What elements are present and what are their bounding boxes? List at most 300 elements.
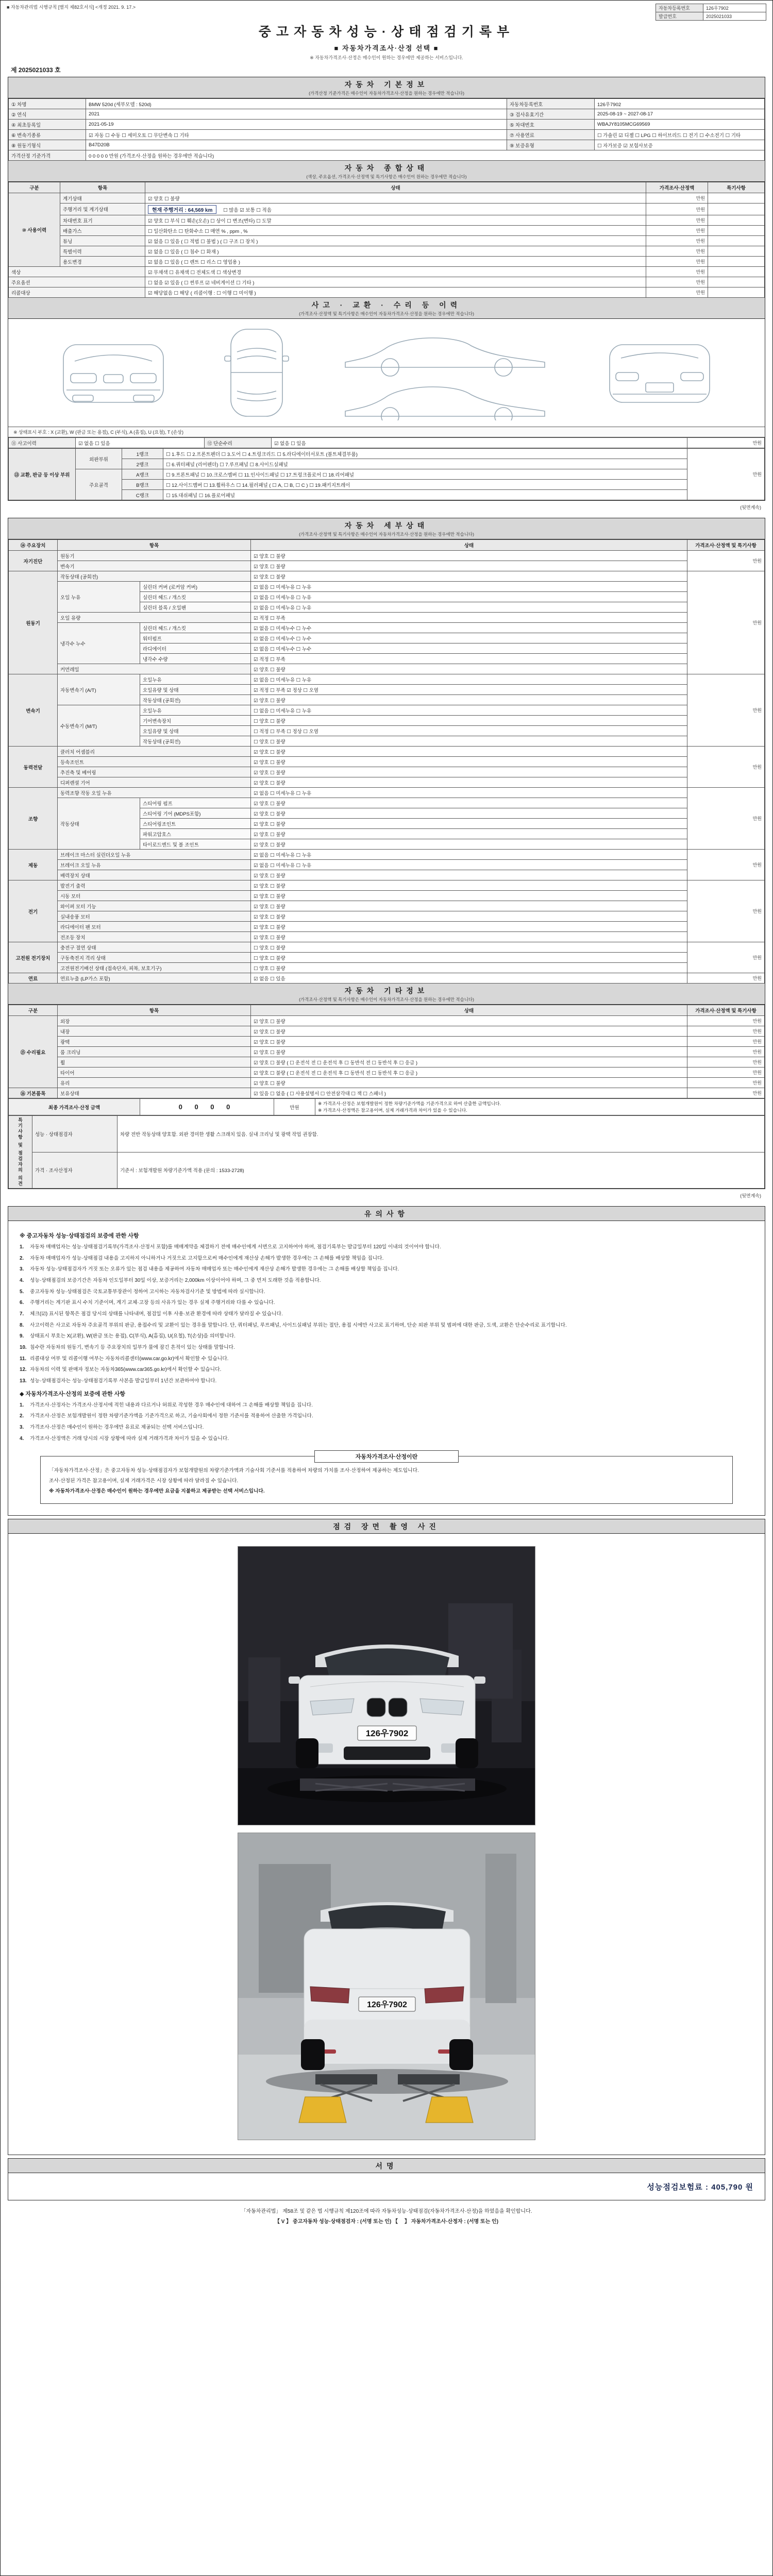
table-cell: ☑ 양호 ☐ 부식 ☐ 훼손(오손) ☐ 상이 ☐ 변조(변타) ☐ 도말 xyxy=(145,215,646,226)
table-cell: 타이로드엔드 및 볼 조인트 xyxy=(140,839,251,850)
table-cell: B랭크 xyxy=(122,480,163,490)
overall-row xyxy=(9,277,765,287)
table-cell: 만원 xyxy=(687,747,765,788)
overall-condition-table xyxy=(8,182,765,298)
notice-item-number: 4. xyxy=(20,1277,24,1283)
table-cell: ☐ 적정 ☐ 부족 ☐ 정상 ☐ 오염 xyxy=(251,726,687,736)
table-cell: ☑ 양호 ☐ 불량 xyxy=(251,747,687,757)
car-diagram-front xyxy=(49,325,178,420)
accident-section-bar xyxy=(8,298,765,319)
table-cell: ☑ 양호 ☐ 불량 xyxy=(251,664,687,674)
transmission-options: ☑ 자동 ☐ 수동 ☐ 세미오토 ☐ 무단변속 ☐ 기타 xyxy=(86,130,507,140)
table-cell: 2랭크 xyxy=(122,459,163,469)
field-label: ③ 검사유효기간 xyxy=(507,109,595,120)
inspection-photo-rear xyxy=(238,1833,535,2140)
notice-item-text: 침수란 자동차의 원동기, 변속기 등 주요장치의 일부가 물에 잠긴 흔적이 있는 상태를 말합니다. xyxy=(30,1344,235,1350)
notice-item-number: 12. xyxy=(20,1367,27,1373)
table-cell: 제동 xyxy=(9,850,58,880)
detail-row xyxy=(9,623,765,633)
table-cell xyxy=(708,267,765,277)
table-cell: 만원 xyxy=(687,942,765,973)
etc-section-bar xyxy=(8,984,765,1005)
etc-row xyxy=(9,1037,765,1047)
detail-row xyxy=(9,747,765,757)
table-cell: ☐ 양호 ☐ 불량 xyxy=(251,942,687,953)
table-cell: ☑ 없음 ☐ 미세누유 ☐ 누유 xyxy=(251,674,687,685)
table-cell: 스티어링 기어 (MDPS포함) xyxy=(140,808,251,819)
table-cell: ☐ 양호 ☐ 불량 xyxy=(251,736,687,747)
accident-history-options: ☑ 없음 ☐ 있음 xyxy=(76,438,205,448)
table-cell: 만원 xyxy=(646,193,708,204)
notice-item-text: 가격조사·산정액은 거래 당시의 시장 상황에 따라 실제 거래가격과 차이가 있을 수 있습니다. xyxy=(30,1435,229,1442)
table-cell: 자기진단 xyxy=(9,551,58,571)
basic-section-bar xyxy=(8,77,765,98)
table-cell xyxy=(708,277,765,287)
col-header: 구분 xyxy=(9,1005,58,1016)
table-cell: ⑮ 수리필요 xyxy=(9,1016,58,1088)
fee-value: 405,790 원 xyxy=(711,2182,753,2192)
car-diagram-top xyxy=(215,325,298,420)
model-year: 2021 xyxy=(86,109,507,120)
price-cell: 만원 xyxy=(687,438,765,448)
table-cell: 실린더 커버 (로커암 커버) xyxy=(140,582,251,592)
detail-section-note: (가격조사·산정액 및 특기사항은 매수인이 자동차가격조사·산정을 원하는 경우에만 적습니다) xyxy=(299,532,474,537)
panel-rank-row xyxy=(9,480,765,490)
table-cell: C랭크 xyxy=(122,490,163,500)
opinion-row-label: 성능 · 상태점검자 xyxy=(32,1116,117,1152)
engine-type: B47D20B xyxy=(86,140,507,150)
pricing-definition-title: 자동차가격조사·산정이란 xyxy=(314,1450,459,1463)
notice-list-pricing xyxy=(20,1401,753,1443)
inspection-insurance-fee xyxy=(647,2181,753,2192)
table-cell: ☑ 양호 ☐ 불량 xyxy=(251,911,687,922)
table-cell: 브레이크 오일 누유 xyxy=(58,860,251,870)
notice-item xyxy=(20,1332,753,1341)
regbox-label: 자동차등록번호 xyxy=(656,4,703,12)
section-detail xyxy=(8,518,765,1189)
notice-list-performance xyxy=(20,1243,753,1385)
table-cell: 광택 xyxy=(58,1037,251,1047)
table-cell: 만원 xyxy=(646,246,708,257)
table-cell: 타이어 xyxy=(58,1067,251,1078)
table-cell: ☑ 없음 ☐ 미세누유 ☐ 누유 xyxy=(251,850,687,860)
table-cell: 변속기 xyxy=(58,561,251,571)
notice-item-text: 자동차 매매업자는 성능·상태점검기록부(가격조사·산정서 포함)를 매매계약을 체결하기 전에 매수인에게 서면으로 고지하여야 하며, 점검기록부는 발급일부터 120일 이내의 것이어야 합니다. xyxy=(30,1244,441,1250)
table-cell: 동력조향 작동 오일 누유 xyxy=(58,788,251,798)
page-title: 중고자동차성능·상태점검기록부 xyxy=(258,25,515,39)
detail-row xyxy=(9,757,765,767)
table-cell: ☑ 없음 ☐ 미세누수 ☐ 누수 xyxy=(251,623,687,633)
detail-row xyxy=(9,942,765,953)
table-cell: 만원 xyxy=(687,551,765,571)
notice-section-bar xyxy=(8,1207,765,1221)
detail-condition-table xyxy=(8,539,765,984)
table-cell: ☑ 양호 ☐ 불량 xyxy=(251,839,687,850)
table-cell: 만원 xyxy=(687,571,765,674)
field-label: 가격산정 기준가격 xyxy=(9,150,86,161)
table-cell: 계기상태 xyxy=(60,193,145,204)
continue-marker: (뒷면계속) xyxy=(740,1193,761,1198)
table-cell: 클러치 어셈블리 xyxy=(58,747,251,757)
notice-item-number: 7. xyxy=(20,1311,24,1317)
pricing-definition-line-strong: ※ 자동차가격조사·산정은 매수인이 원하는 경우에만 요금을 지불하고 제공받는 선택 서비스입니다. xyxy=(49,1488,265,1494)
panel-rank-row xyxy=(9,459,765,469)
overall-row xyxy=(9,257,765,267)
final-price-note2: ※ 가격조사·산정액은 참고용이며, 실제 거래가격과 차이가 있을 수 있습니다. xyxy=(318,1107,467,1113)
notice-item-text: 가격조사·산정은 보험개발원이 정한 차량기준가액을 기준가격으로 하고, 기술사회에서 정한 기준서를 적용하여 산출한 가격입니다. xyxy=(30,1413,313,1419)
table-cell: 추진축 및 베어링 xyxy=(58,767,251,777)
vehicle-name: BMW 520d (세부모델 : 520d) xyxy=(86,99,507,109)
table-cell: ☑ 양호 ☐ 불량 xyxy=(251,932,687,942)
table-cell: 냉각수 수량 xyxy=(140,654,251,664)
etc-row xyxy=(9,1078,765,1088)
table-cell: ☑ 양호 ☐ 불량 xyxy=(251,1016,687,1026)
notice-item xyxy=(20,1265,753,1274)
simple-repair-label: ⑫ 단순수리 xyxy=(205,438,272,448)
notice-body xyxy=(8,1221,765,1515)
table-cell: 고전원전기배선 상태 (접속단자, 피복, 보호기구) xyxy=(58,963,251,973)
panel-rank-row xyxy=(9,490,765,500)
section-main-front xyxy=(8,77,765,501)
table-cell: 특별이력 xyxy=(60,246,145,257)
table-cell: 실린더 헤드 / 개스킷 xyxy=(140,592,251,602)
detail-section-bar xyxy=(8,518,765,539)
table-cell: ☑ 없음 ☐ 있음 ( ☐ 렌트 ☐ 리스 ☐ 영업용 ) xyxy=(145,257,646,267)
col-header: 항목 xyxy=(58,540,251,551)
signature-section-bar xyxy=(8,2159,765,2173)
table-cell: 변속기 xyxy=(9,674,58,747)
page-subtitle: ■ 자동차가격조사·산정 선택 ■ xyxy=(334,44,439,52)
col-header: 상태 xyxy=(251,1005,687,1016)
table-cell: 만원 xyxy=(687,674,765,747)
detail-row xyxy=(9,705,765,716)
notice-item-text: 주행거리는 계기판 표시 수치 기준이며, 계기 교체·고장 등의 사유가 있는 경우 실제 주행거리와 다를 수 있습니다. xyxy=(30,1300,275,1306)
table-cell: ☑ 없음 ☐ 있음 ( ☐ 침수 ☐ 화재 ) xyxy=(145,246,646,257)
final-price-note1: ※ 가격조사·산정은 보험개발원이 정한 차량기준가액을 기준가격으로 하여 산출한 금액입니다. xyxy=(318,1100,501,1106)
table-cell: 유리 xyxy=(58,1078,251,1088)
overall-section-bar xyxy=(8,161,765,182)
table-cell: 작동상태 (공회전) xyxy=(140,736,251,747)
overall-row xyxy=(9,215,765,226)
table-cell: 튜닝 xyxy=(60,236,145,246)
overall-row xyxy=(9,204,765,215)
notice-item-text: 체크(☑) 표시된 항목은 점검 당시의 상태를 나타내며, 점검일 이후 사용·보관 환경에 따라 상태가 달라질 수 있습니다. xyxy=(30,1311,283,1317)
table-cell: ⑬ 교환, 판금 등 이상 부위 xyxy=(9,449,76,500)
final-price-value: 0 0 0 0 xyxy=(140,1099,274,1115)
table-cell: 만원 xyxy=(687,850,765,880)
detail-row xyxy=(9,880,765,891)
table-cell: ☑ 없음 ☐ 미세누유 ☐ 누유 xyxy=(251,602,687,613)
notice-item xyxy=(20,1277,753,1285)
detail-row xyxy=(9,571,765,582)
table-cell: ☑ 양호 ☐ 불량 xyxy=(251,571,687,582)
table-cell: 전조등 장치 xyxy=(58,932,251,942)
table-cell: ☑ 없음 ☐ 미세누유 ☐ 누유 xyxy=(251,788,687,798)
field-label: ② 연식 xyxy=(9,109,86,120)
table-cell: 기어변속장치 xyxy=(140,716,251,726)
table-cell: ☑ 양호 ☐ 불량 xyxy=(145,193,646,204)
notice-section-title: 유의사항 xyxy=(364,1209,409,1218)
col-header: ⑭ 주요장치 xyxy=(9,540,58,551)
section-signature xyxy=(8,2158,765,2200)
table-cell: ☑ 양호 ☐ 불량 ( ☐ 운전석 전 ☐ 운전석 후 ☐ 동반석 전 ☐ 동반석 후 ☐ 응급 ) xyxy=(251,1067,687,1078)
detail-row xyxy=(9,582,765,592)
table-cell: 만원 xyxy=(687,1047,765,1057)
table-cell: ⑩ 사용이력 xyxy=(9,193,60,267)
table-cell: 만원 xyxy=(646,257,708,267)
fee-label: 성능점검보험료 : xyxy=(647,2182,709,2192)
detail-row xyxy=(9,901,765,911)
table-cell xyxy=(708,287,765,298)
etc-info-table xyxy=(8,1005,765,1098)
accident-history-table xyxy=(8,437,765,448)
continue-marker: (뒷면계속) xyxy=(740,505,761,510)
table-cell: 전기 xyxy=(9,880,58,942)
detail-row xyxy=(9,870,765,880)
table-cell: 작동상태 xyxy=(58,798,140,850)
notice-item-number: 1. xyxy=(20,1402,24,1408)
table-cell: 디퍼렌셜 기어 xyxy=(58,777,251,788)
notice-item xyxy=(20,1423,753,1432)
table-cell: 만원 xyxy=(646,215,708,226)
detail-row xyxy=(9,777,765,788)
etc-row xyxy=(9,1088,765,1098)
table-cell: 동력전달 xyxy=(9,747,58,788)
table-cell: 현재 주행거리 : 64,569 km ☐ 많음 ☑ 보통 ☐ 적음 xyxy=(145,204,646,215)
col-header: 가격조사·산정액 및 특기사항 xyxy=(687,1005,765,1016)
table-cell: 만원 xyxy=(646,204,708,215)
damage-code-legend: ※ 상태표시 부호 : X (교환), W (판금 또는 용접), C (부식), A (흠집), U (요철), T (손상) xyxy=(8,427,765,437)
etc-section-title: 자동차 기타정보 xyxy=(344,987,429,995)
table-cell: 만원 xyxy=(646,277,708,287)
table-cell: 라디에이터 팬 모터 xyxy=(58,922,251,932)
table-cell: 만원 xyxy=(687,973,765,984)
notice-item-number: 3. xyxy=(20,1266,24,1273)
detail-row xyxy=(9,932,765,942)
field-label: ⑨ 보증유형 xyxy=(507,140,595,150)
table-cell: 원동기 xyxy=(58,551,251,561)
table-cell: 실내송풍 모터 xyxy=(58,911,251,922)
notice-item-text: 자동차 성능·상태점검자가 거짓 또는 오류가 있는 점검 내용을 제공하여 자동차 매매업자 또는 매수인에게 재산상 손해가 발생한 경우에는 그 손해를 배상할 책임을 집니다. xyxy=(30,1266,399,1273)
table-cell: 조향 xyxy=(9,788,58,850)
table-cell: ☑ 양호 ☐ 불량 xyxy=(251,829,687,839)
table-cell: 라디에이터 xyxy=(140,643,251,654)
table-cell: 만원 xyxy=(687,788,765,850)
inspection-photo-front xyxy=(238,1546,535,1825)
etc-row xyxy=(9,1067,765,1078)
table-cell: 고전원 전기장치 xyxy=(9,942,58,973)
appraiser-opinion-text: 기준서 : 보험개발원 차량기준가액 적용 (문의 : 1533-2728) xyxy=(117,1152,765,1188)
regbox-label: 발급번호 xyxy=(656,12,703,21)
overall-section-note: (색상, 주요옵션, 가격조사·산정액 및 특기사항은 매수인이 원하는 경우에만 적습니다) xyxy=(306,174,467,179)
table-cell: 오일유량 및 상태 xyxy=(140,726,251,736)
table-cell: 작동상태 (공회전) xyxy=(140,695,251,705)
overall-section-title: 자동차 종합상태 xyxy=(344,164,429,172)
detail-row xyxy=(9,664,765,674)
field-label: ⑦ 사용연료 xyxy=(507,130,595,140)
signature-section-title: 서명 xyxy=(375,2162,398,2171)
table-cell: 냉각수 누수 xyxy=(58,623,140,664)
table-cell: ☑ 양호 ☐ 불량 xyxy=(251,922,687,932)
table-cell: 배력장치 상태 xyxy=(58,870,251,880)
table-cell: 스티어링 펌프 xyxy=(140,798,251,808)
table-cell xyxy=(708,257,765,267)
detail-row xyxy=(9,963,765,973)
panel-rank-row xyxy=(9,469,765,480)
section-notice xyxy=(8,1206,765,1516)
panel-rank-row xyxy=(9,449,765,459)
table-cell: 만원 xyxy=(687,1088,765,1098)
table-cell: ☑ 없음 ☐ 미세누수 ☐ 누수 xyxy=(251,643,687,654)
table-cell: 브레이크 마스터 실린더오일 누유 xyxy=(58,850,251,860)
table-cell: ☑ 없음 ☐ 미세누유 ☐ 누유 xyxy=(251,582,687,592)
table-cell: ☐ 12.사이드멤버 ☐ 13.휠하우스 ☐ 14.필러패널 ( ☐ A, ☐ B, ☐ C ) ☐ 19.패키지트레이 xyxy=(163,480,687,490)
vehicle-plate-number: 126우7902 xyxy=(595,99,765,109)
table-cell: ☑ 없음 ☐ 있음 ( ☐ 적법 ☐ 불법 ) ( ☐ 구조 ☐ 장치 ) xyxy=(145,236,646,246)
table-cell: ☐ 양호 ☐ 불량 xyxy=(251,963,687,973)
detail-row xyxy=(9,798,765,808)
front-license-plate: 126우7902 xyxy=(365,1728,409,1739)
basic-section-note: (가격산정 기준가격은 매수인이 자동차가격조사·산정을 원하는 경우에만 적습니다) xyxy=(309,91,464,96)
table-cell: ☑ 있음 ☐ 없음 ( ☐ 사용설명서 ☐ 안전삼각대 ☐ 잭 ☐ 스패너 ) xyxy=(251,1088,687,1098)
detail-row xyxy=(9,613,765,623)
notice-item-text: 리콜대상 여부 및 리콜이행 여부는 자동차리콜센터(www.car.go.kr)에서 확인할 수 있습니다. xyxy=(30,1355,229,1362)
detail-row xyxy=(9,922,765,932)
basic-info-table xyxy=(8,98,765,161)
final-price-notes xyxy=(315,1099,765,1115)
notice-item-number: 2. xyxy=(20,1413,24,1419)
table-cell: ☐ 15.대쉬패널 ☐ 16.플로어패널 xyxy=(163,490,687,500)
detail-row xyxy=(9,674,765,685)
final-price-unit: 만원 xyxy=(274,1099,315,1115)
table-cell: 와이퍼 모터 기능 xyxy=(58,901,251,911)
field-label: ⑥ 변속기종류 xyxy=(9,130,86,140)
table-cell: ☑ 양호 ☐ 불량 xyxy=(251,891,687,901)
notice-item-text: 중고자동차 성능·상태점검은 국토교통부장관이 정하여 고시하는 자동차검사기준 및 방법에 따라 실시합니다. xyxy=(30,1289,265,1295)
notice-item-number: 13. xyxy=(20,1378,27,1384)
etc-row xyxy=(9,1057,765,1067)
overall-row xyxy=(9,267,765,277)
registration-box xyxy=(656,4,766,21)
table-cell: ☑ 양호 ☐ 불량 ( ☐ 운전석 전 ☐ 운전석 후 ☐ 동반석 전 ☐ 동반석 후 ☐ 응급 ) xyxy=(251,1057,687,1067)
table-cell: 원동기 xyxy=(9,571,58,674)
etc-row xyxy=(9,1026,765,1037)
notice-item-text: 성능·상태점검자는 성능·상태점검기록부 사본을 발급일부터 1년간 보관하여야 합니다. xyxy=(30,1378,217,1384)
notice-item xyxy=(20,1310,753,1318)
table-cell: ☑ 양호 ☐ 불량 xyxy=(251,798,687,808)
table-cell: 만원 xyxy=(687,1016,765,1026)
table-cell: 색상 xyxy=(9,267,145,277)
overall-row xyxy=(9,287,765,298)
table-cell: ☑ 양호 ☐ 불량 xyxy=(251,695,687,705)
table-cell: ☑ 양호 ☐ 불량 xyxy=(251,757,687,767)
col-header: 상태 xyxy=(145,182,646,193)
table-cell xyxy=(708,193,765,204)
table-cell: ☑ 적정 ☐ 부족 xyxy=(251,654,687,664)
final-price-table xyxy=(8,1098,765,1115)
detail-row xyxy=(9,953,765,963)
regbox-value-plate: 126우7902 xyxy=(703,4,766,12)
notice-item xyxy=(20,1435,753,1443)
notice-item-number: 2. xyxy=(20,1255,24,1261)
table-cell: 배출가스 xyxy=(60,226,145,236)
table-cell: 룸 크리닝 xyxy=(58,1047,251,1057)
table-cell: 만원 xyxy=(687,1026,765,1037)
inspector-opinion-text: 차량 전반 작동상태 양호함. 외판 경미한 생활 스크래치 있음. 실내 크리닝 및 광택 작업 권장함. xyxy=(117,1116,765,1152)
table-cell: 구동축전지 격리 상태 xyxy=(58,953,251,963)
notice-item-number: 9. xyxy=(20,1333,24,1340)
page-subnote: ※ 자동차가격조사·산정은 매수인이 원하는 경우에만 제공하는 서비스입니다. xyxy=(310,55,463,60)
table-cell: ☑ 없음 ☐ 미세누유 ☐ 누유 xyxy=(251,860,687,870)
overall-row xyxy=(9,193,765,204)
notice-item xyxy=(20,1412,753,1420)
col-header: 상태 xyxy=(251,540,687,551)
table-cell: ☑ 적정 ☐ 부족 xyxy=(251,613,687,623)
table-cell: 외판부위 xyxy=(76,449,122,469)
inspector-opinion-table xyxy=(8,1115,765,1189)
notice-item-text: 가격조사·산정자는 가격조사·산정서에 적힌 내용과 다르거나 허위로 작성한 경우 매수인에 대하여 그 손해를 배상할 책임을 집니다. xyxy=(30,1402,313,1408)
notice-item xyxy=(20,1355,753,1363)
signature-row xyxy=(8,2173,765,2200)
table-cell: 등속조인트 xyxy=(58,757,251,767)
notice-item-number: 3. xyxy=(20,1424,24,1430)
notice-item xyxy=(20,1243,753,1251)
vin: WBAJY8105MCG69569 xyxy=(595,120,765,130)
table-cell: ☑ 없음 ☐ 있음 xyxy=(251,973,687,984)
notice-item xyxy=(20,1299,753,1307)
table-cell: ☑ 양호 ☐ 불량 xyxy=(251,767,687,777)
table-cell: 오일유량 및 상태 xyxy=(140,685,251,695)
table-cell: 만원 xyxy=(646,236,708,246)
table-cell xyxy=(708,226,765,236)
table-cell: 만원 xyxy=(646,226,708,236)
odometer-value: 현재 주행거리 : 64,569 km xyxy=(148,205,216,214)
panel-rank-table xyxy=(8,448,765,500)
notice-item-text: 자동차의 이력 및 판매자 정보는 자동차365(www.car365.go.kr)에서 확인할 수 있습니다. xyxy=(30,1367,222,1373)
field-label: ① 차명 xyxy=(9,99,86,109)
notice-item-text: 가격조사·산정은 매수인이 원하는 경우에만 유료로 제공되는 선택 서비스입니다. xyxy=(30,1424,204,1430)
col-header: 특기사항 xyxy=(708,182,765,193)
footer xyxy=(7,2207,766,2227)
car-diagram-side xyxy=(336,325,558,420)
notice-item-number: 10. xyxy=(20,1344,27,1350)
document-number: 제 2025021033 호 xyxy=(11,66,61,74)
table-cell: 충전구 절연 상태 xyxy=(58,942,251,953)
notice-item xyxy=(20,1321,753,1330)
pricing-definition-line: 조사·산정된 가격은 참고용이며, 실제 거래가격은 시장 상황에 따라 달라질 수 있습니다. xyxy=(49,1478,239,1484)
table-cell: 보유상태 xyxy=(58,1088,251,1098)
detail-row xyxy=(9,891,765,901)
etc-row xyxy=(9,1016,765,1026)
table-cell: 만원 xyxy=(687,1057,765,1067)
notice-item-number: 11. xyxy=(20,1355,27,1362)
table-cell: ☑ 양호 ☐ 불량 xyxy=(251,777,687,788)
notice-item-text: 상태표시 부호는 X(교환), W(판금 또는 용접), C(부식), A(흠집), U(요철), T(손상)을 의미합니다. xyxy=(30,1333,236,1340)
notice-item xyxy=(20,1366,753,1374)
detail-row xyxy=(9,561,765,571)
photos-wrap xyxy=(8,1534,765,2155)
detail-row xyxy=(9,767,765,777)
notice-item xyxy=(20,1377,753,1385)
detail-row xyxy=(9,551,765,561)
photos-section-bar xyxy=(8,1519,765,1534)
table-cell: 외장 xyxy=(58,1016,251,1026)
table-cell: ☑ 없음 ☐ 미세누유 ☐ 누유 xyxy=(251,592,687,602)
col-header: 구분 xyxy=(9,182,60,193)
table-cell: 파워고압호스 xyxy=(140,829,251,839)
table-cell: 만원 xyxy=(646,287,708,298)
table-cell xyxy=(708,204,765,215)
